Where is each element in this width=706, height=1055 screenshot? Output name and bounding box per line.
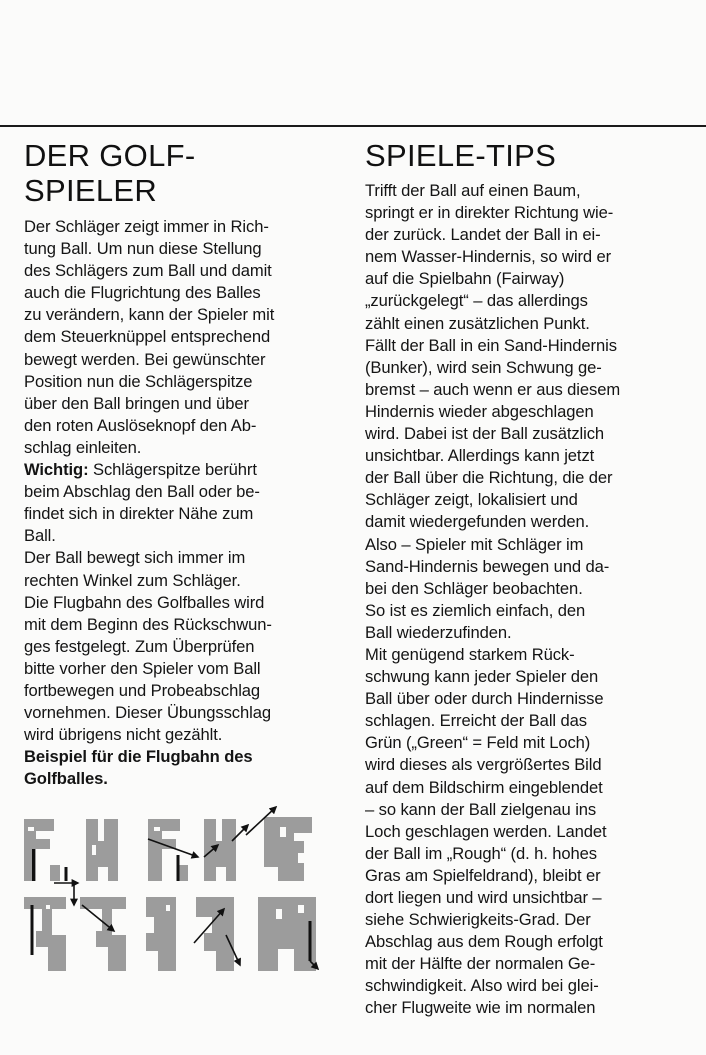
text-line: Ball über oder durch Hindernisse [365, 689, 604, 709]
text-line: Loch geschlagen werden. Landet [365, 821, 607, 841]
text-line: zählt einen zusätzlichen Punkt. [365, 313, 590, 333]
text-line: – so kann der Ball zielgenau ins [365, 799, 597, 819]
important-label: Wichtig: [24, 460, 89, 480]
text-line: Die Flugbahn des Golfballes wird [24, 592, 265, 612]
tips-heading: SPIELE-TIPS [365, 138, 557, 173]
text-line: ges festgelegt. Zum Überprüfen [24, 636, 255, 656]
text-line: wird dieses als vergrößertes Bild [365, 755, 602, 775]
text-line: bewegt werden. Bei gewünschter [24, 349, 266, 369]
top-rule [0, 125, 706, 127]
text-line: „zurückgelegt“ – das allerdings [365, 291, 588, 311]
golfer-figure-6 [24, 897, 66, 971]
text-line: Der Ball bewegt sich immer im [24, 548, 246, 568]
text-line: Trifft der Ball auf einen Baum, [365, 181, 581, 200]
text-line: bei den Schläger beobachten. [365, 578, 583, 598]
text-line: cher Flugweite wie im normalen [365, 998, 596, 1018]
text-line: bremst – auch wenn er aus diesem [365, 379, 621, 399]
text-line: (Bunker), wird sein Schwung ge- [365, 357, 602, 377]
text-line: dort liegen und wird unsichtbar – [365, 888, 602, 907]
text-line: rechten Winkel zum Schläger. [24, 570, 241, 590]
text-line: der Ball im „Rough“ (d. h. hohes [365, 843, 597, 863]
text-line: Also – Spieler mit Schläger im [365, 534, 584, 554]
golfer-figure-4 [204, 819, 236, 881]
text-line: auch die Flugrichtung des Balles [24, 283, 261, 303]
text-line: vornehmen. Dieser Übungsschlag [24, 703, 271, 723]
text-line: fortbewegen und Probeabschlag [24, 680, 261, 700]
tips-text-block [365, 180, 695, 1020]
text-line: schlag einleiten. [24, 437, 142, 457]
text-line: Schläger zeigt, lokalisiert und [365, 490, 578, 510]
text-line: bitte vorher den Spieler vom Ball [24, 658, 261, 678]
golfer-figure-2 [86, 819, 118, 881]
important-note [24, 459, 324, 547]
golfer-figure-3 [148, 819, 188, 881]
golfer-heading [24, 138, 324, 208]
text-line: den roten Auslöseknopf den Ab- [24, 415, 257, 435]
text-line: zu verändern, kann der Spieler mit [24, 305, 275, 325]
text-line: springt er in direkter Richtung wie- [365, 203, 614, 223]
text-line: Hindernis wieder abgeschlagen [365, 401, 594, 421]
text-line: So ist es ziemlich einfach, den [365, 600, 586, 620]
golfer-heading-line-1: DER GOLF- [24, 138, 196, 173]
text-line: unsichtbar. Allerdings kann jetzt [365, 446, 595, 466]
text-line: Mit genügend starkem Rück- [365, 644, 575, 664]
left-column [24, 138, 324, 790]
text-line: schlagen. Erreicht der Ball das [365, 711, 587, 731]
text-line: auf die Spielbahn (Fairway) [365, 269, 565, 289]
text-line: findet sich in direkter Nähe zum [24, 504, 254, 524]
text-line: Der Schläger zeigt immer in Rich- [24, 217, 269, 236]
text-line: Sand-Hindernis bewegen und da- [365, 556, 610, 576]
text-line: der Ball über die Richtung, die der [365, 468, 613, 488]
golfer-figure-10 [258, 897, 316, 971]
text-line: Grün („Green“ = Feld mit Loch) [365, 733, 591, 753]
text-line: mit dem Beginn des Rückschwun- [24, 614, 272, 634]
text-line: mit der Hälfte der normalen Ge- [365, 954, 596, 974]
text-line: schwindigkeit. Also wird bei glei- [365, 976, 599, 996]
golfer-figure-5 [264, 817, 312, 881]
text-line: des Schlägers zum Ball und damit [24, 261, 272, 281]
flight-path-example-caption [24, 746, 324, 790]
flight-path-diagram-svg [18, 805, 328, 975]
text-line: dem Steuerknüppel entsprechend [24, 327, 271, 347]
text-line: Ball. [24, 526, 56, 546]
text-line: Ball wiederzufinden. [365, 622, 512, 642]
text-line: siehe Schwierigkeits-Grad. Der [365, 910, 591, 930]
text-line: beim Abschlag den Ball oder be- [24, 482, 260, 502]
golfer-text-block-2 [24, 547, 324, 746]
text-line: auf dem Bildschirm eingeblendet [365, 777, 603, 797]
golfer-text-block-1 [24, 216, 324, 459]
text-line: Fällt der Ball in ein Sand-Hindernis [365, 335, 617, 355]
text-line: nem Wasser-Hindernis, so wird er [365, 247, 612, 267]
text-line: schwung kann jeder Spieler den [365, 667, 599, 687]
text-line: wird. Dabei ist der Ball zusätzlich [365, 424, 605, 444]
text-line: Position nun die Schlägerspitze [24, 371, 253, 391]
flight-path-diagram [18, 805, 328, 975]
caption-line: Beispiel für die Flugbahn des [24, 747, 253, 767]
text-line [24, 459, 324, 481]
caption-line: Golfballes. [24, 769, 108, 789]
right-column [365, 138, 695, 1020]
golfer-figure-8 [146, 897, 176, 971]
golfer-heading-line-2: SPIELER [24, 173, 158, 208]
important-text: Schlägerspitze berührt [88, 460, 257, 480]
text-line: Abschlag aus dem Rough erfolgt [365, 932, 603, 952]
text-line: über den Ball bringen und über [24, 393, 249, 413]
golfer-figure-1 [24, 819, 60, 881]
text-line: damit wiedergefunden werden. [365, 512, 590, 532]
text-line: der zurück. Landet der Ball in ei- [365, 225, 601, 245]
text-line: Gras am Spielfeldrand), bleibt er [365, 865, 601, 885]
text-line: tung Ball. Um nun diese Stellung [24, 239, 262, 259]
text-line: wird übrigens nicht gezählt. [24, 725, 223, 745]
